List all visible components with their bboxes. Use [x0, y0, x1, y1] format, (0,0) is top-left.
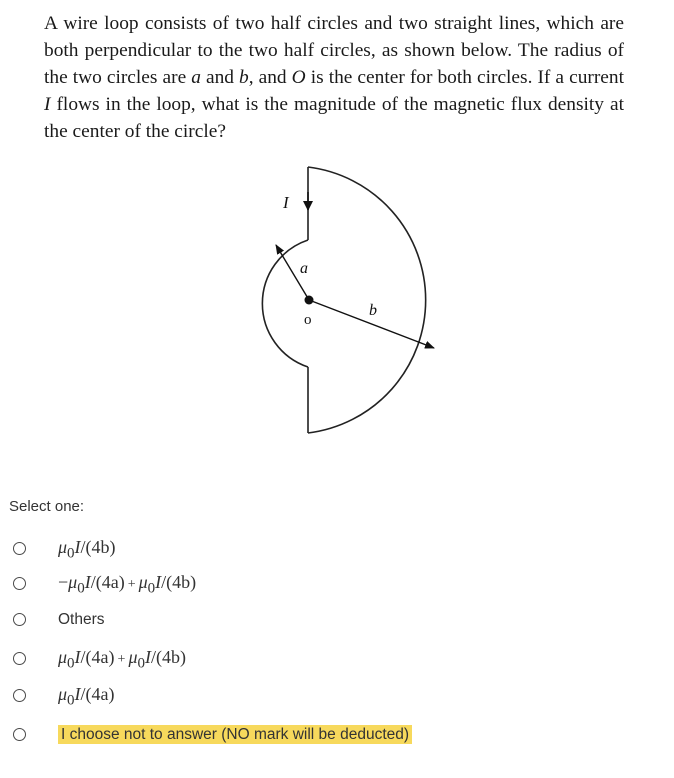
highlighted-option-text[interactable]: I choose not to answer (NO mark will be deducted) [58, 725, 412, 744]
radio-button[interactable] [13, 577, 26, 590]
answer-option-2[interactable] [13, 570, 513, 598]
option-label[interactable]: $\mu_0I/(4a)$ [58, 684, 115, 709]
answer-option-4[interactable] [13, 645, 513, 673]
answer-option-1[interactable] [13, 535, 513, 563]
center-point [305, 296, 314, 305]
question-text: A wire loop consists of two half circles and two straight lines, which are both perpendicular to the two half circles, as shown below. The radius of the two circles are a and b, and O is the center for both circles. If a current I flows in the loop, what is the magnitude of the magnetic flux density at the center of the circle? [44, 13, 624, 142]
radio-button[interactable] [13, 728, 26, 741]
current-label: I [283, 193, 289, 212]
option-label[interactable]: Others [58, 611, 105, 628]
radius-b-label: b [369, 302, 377, 319]
answer-option-3[interactable] [13, 606, 513, 634]
center-label: o [304, 312, 312, 328]
option-label[interactable] [58, 721, 412, 747]
radio-button[interactable] [13, 613, 26, 626]
radio-button[interactable] [13, 652, 26, 665]
select-one-label: Select one: [9, 498, 85, 515]
radio-button[interactable] [13, 689, 26, 702]
radius-a-label: a [300, 260, 308, 277]
option-label[interactable]: $\mu_0I/(4a) + \mu_0I/(4b)$ [58, 647, 186, 672]
answer-option-6[interactable] [13, 721, 513, 749]
large-half-circle [308, 167, 426, 433]
option-label[interactable]: $-\mu_0I/(4a) + \mu_0I/(4b)$ [58, 572, 197, 597]
radio-button[interactable] [13, 542, 26, 555]
option-label[interactable]: $\mu_0I/(4b)$ [58, 537, 116, 562]
answer-option-5[interactable] [13, 682, 513, 710]
